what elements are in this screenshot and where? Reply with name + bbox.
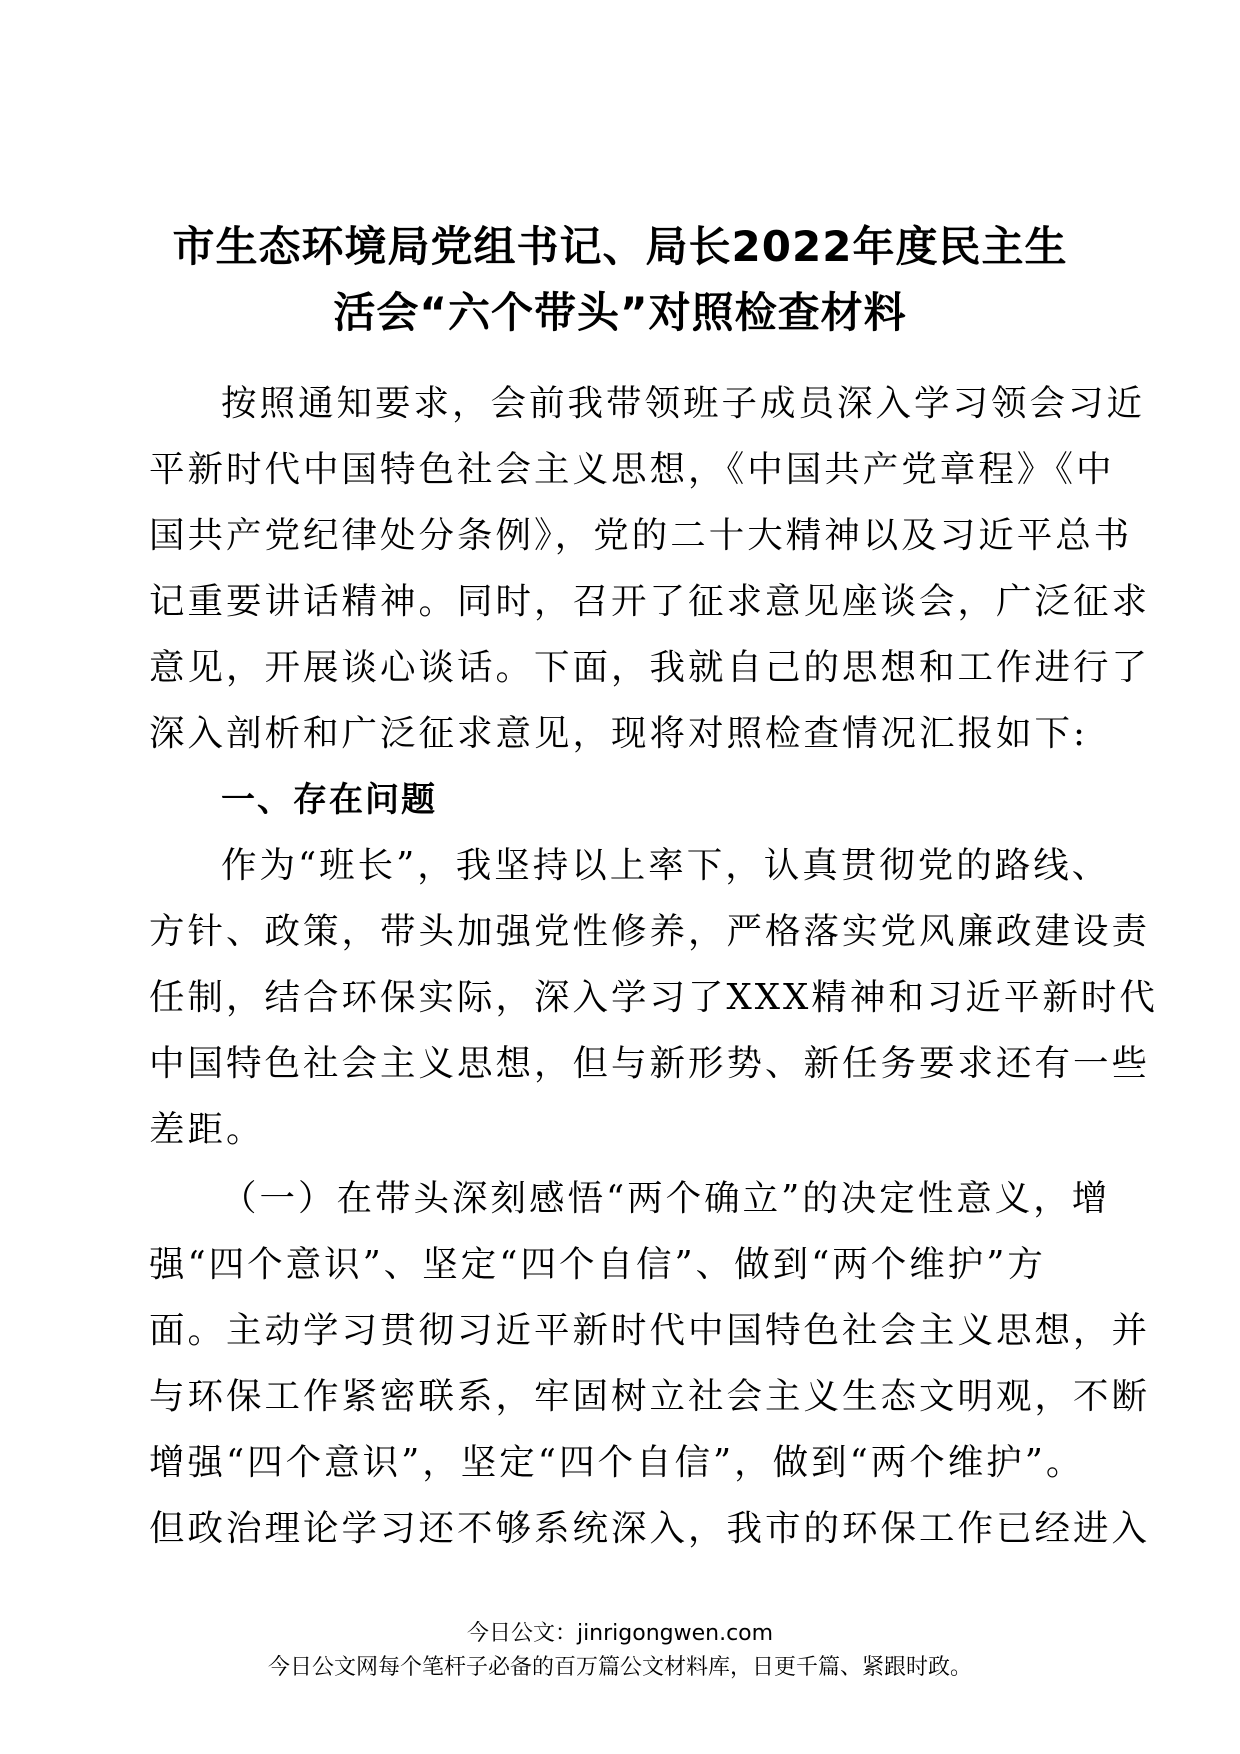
text-line: 深入剖析和广泛征求意见，现将对照检查情况汇报如下: (149, 713, 1088, 754)
text-line: 强“四个意识”、坚定“四个自信”、做到“两个维护”方 (149, 1244, 1046, 1285)
text-line: 方针、政策，带头加强党性修养，严格落实党风廉政建设责 (149, 911, 1151, 952)
text-line: 增强“四个意识”，坚定“四个自信”，做到“两个维护”。 (149, 1442, 1085, 1483)
text-line: 差距。 (149, 1109, 265, 1150)
item1-paragraph (149, 1166, 1151, 1562)
footer-site-label: 今日公文： (466, 1621, 577, 1646)
text-line: 记重要讲话精神。同时，召开了征求意见座谈会，广泛征求 (149, 581, 1151, 622)
text-line: 作为“班长”，我坚持以上率下，认真贯彻党的路线、 (221, 845, 1111, 886)
footer-slogan: 今日公文网每个笔杆子必备的百万篇公文材料库，日更千篇、紧跟时政。 (267, 1655, 972, 1680)
text-line: 意见，开展谈心谈话。下面，我就自己的思想和工作进行了 (149, 647, 1151, 688)
text-line: 中国特色社会主义思想，但与新形势、新任务要求还有一些 (149, 1043, 1151, 1084)
text-line: 面。主动学习贯彻习近平新时代中国特色社会主义思想，并 (149, 1310, 1151, 1351)
text-line: 国共产党纪律处分条例》，党的二十大精神以及习近平总书 (149, 515, 1133, 556)
title-line: 活会“六个带头”对照检查材料 (333, 288, 907, 337)
text-line: 按照通知要求，会前我带领班子成员深入学习领会习近 (221, 383, 1146, 424)
intro-paragraph (149, 371, 1151, 767)
footer-site-link[interactable]: jinrigongwen.com (576, 1621, 774, 1646)
document-title (120, 214, 1120, 346)
text-line: 与环保工作紧密联系，牢固树立社会主义生态文明观，不断 (149, 1376, 1151, 1417)
title-line: 市生态环境局党组书记、局长2022年度民主生 (172, 222, 1068, 271)
text-line: 平新时代中国特色社会主义思想，《中国共产党章程》《中 (149, 449, 1115, 490)
footer-site (0, 1616, 1240, 1647)
text-line: （一）在带头深刻感悟“两个确立”的决定性意义，增 (221, 1178, 1111, 1219)
text-line: 任制，结合环保实际，深入学习了XXX精神和习近平新时代 (149, 977, 1158, 1018)
text-line: 但政治理论学习还不够系统深入，我市的环保工作已经进入 (149, 1508, 1151, 1549)
section-heading: 一、存在问题 (221, 780, 437, 820)
problems-paragraph (149, 833, 1158, 1163)
section-heading-block (149, 767, 1081, 833)
